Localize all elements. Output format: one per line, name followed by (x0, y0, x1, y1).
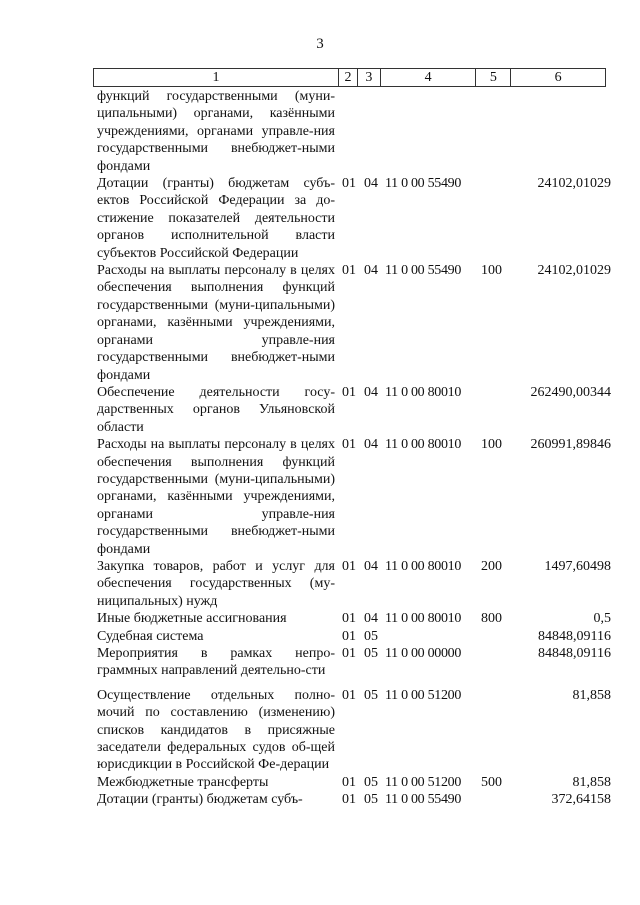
row-section: 01 (342, 611, 356, 627)
row-expense-type: 800 (481, 611, 502, 627)
row-section: 01 (342, 384, 356, 400)
table-row (0, 88, 640, 175)
row-description: Расходы на выплаты персоналу в целях обеспечения выполнения функций государственными (муни-ципальными) органами, казёнными учреждениями, органами управле-ния государственными внебюджет-ными фондами (97, 263, 335, 383)
row-target-article: 11 0 00 51200 (385, 774, 462, 790)
row-amount: 1497,60498 (544, 558, 611, 574)
row-subsection: 04 (364, 558, 378, 574)
row-expense-type (481, 645, 514, 680)
row-description: Расходы на выплаты персоналу в целях обеспечения выполнения функций государственными (муни-ципальными) органами, казёнными учреждениями, органами управле-ния государственными внебюджет-ными фондами (97, 437, 335, 557)
table-row (0, 628, 640, 645)
row-target-article: 11 0 00 80010 (385, 558, 462, 574)
table-row (0, 384, 640, 436)
row-expense-type: 100 (481, 437, 502, 453)
table-row (0, 791, 640, 808)
row-amount: 0,5 (593, 611, 611, 627)
row-description: Обеспечение деятельности госу-дарственных органов Ульяновской области (97, 384, 335, 435)
header-col-6: 6 (554, 70, 562, 85)
table-row (0, 645, 640, 680)
row-expense-type (481, 88, 514, 175)
row-amount: 81,858 (572, 687, 611, 703)
row-subsection: 05 (364, 687, 378, 703)
row-section: 01 (342, 687, 356, 703)
row-amount: 84848,09116 (538, 628, 611, 644)
row-subsection: 04 (364, 263, 378, 279)
header-col-3: 3 (358, 69, 381, 86)
row-target-article: 11 0 00 55490 (385, 263, 462, 279)
row-subsection: 04 (364, 384, 378, 400)
row-target-article: 11 0 00 55490 (385, 792, 462, 808)
row-description: Закупка товаров, работ и услуг для обеспечения государственных (му-ниципальных) нужд (97, 558, 335, 609)
row-target-article: 11 0 00 80010 (385, 611, 462, 627)
row-amount: 260991,89846 (530, 437, 611, 453)
row-amount: 84848,09116 (538, 646, 611, 661)
row-section: 01 (342, 437, 356, 453)
row-subsection: 05 (364, 646, 378, 661)
table-row (0, 774, 640, 791)
row-amount: 24102,01029 (537, 176, 611, 192)
row-subsection: 05 (364, 792, 378, 808)
row-subsection: 04 (364, 611, 378, 627)
row-amount (514, 88, 611, 175)
row-expense-type (481, 791, 514, 808)
row-expense-type: 200 (481, 558, 502, 574)
row-subsection: 05 (364, 628, 378, 644)
row-target-article: 11 0 00 00000 (385, 646, 462, 661)
row-description: функций государственными (муни-ципальными) органами, казёнными учреждениями, органами управле-ния государственными внебюджет-ными фондами (97, 89, 335, 174)
row-expense-type (481, 628, 514, 645)
header-col-1: 1 (94, 69, 339, 86)
row-target-article: 11 0 00 80010 (385, 437, 462, 453)
row-amount: 372,64158 (551, 792, 611, 808)
row-subsection: 04 (364, 176, 378, 192)
row-section (335, 88, 364, 175)
row-subsection: 04 (364, 437, 378, 453)
row-section: 01 (342, 792, 356, 808)
row-subsection: 05 (364, 774, 378, 790)
header-col-4: 4 (381, 69, 477, 86)
table-row (0, 558, 640, 610)
row-amount: 81,858 (572, 774, 611, 790)
header-col-5: 5 (476, 69, 511, 86)
row-expense-type (481, 687, 514, 774)
row-amount: 24102,01029 (537, 263, 611, 279)
row-description: Осуществление отдельных полно-мочий по составлению (изменению) списков кандидатов в присяжные заседатели федеральных судов об-щей юрисдикции в Российской Фе-дерации (97, 687, 335, 773)
row-amount: 262490,00344 (530, 384, 611, 400)
row-description: Межбюджетные трансферты (97, 774, 269, 790)
row-section: 01 (342, 774, 356, 790)
row-description: Судебная система (97, 628, 204, 644)
row-spacer (0, 680, 640, 687)
table-body (0, 88, 640, 809)
table-row (0, 610, 640, 627)
row-subsection (364, 88, 385, 175)
row-target-article: 11 0 00 51200 (385, 687, 462, 703)
row-section: 01 (342, 628, 356, 644)
row-expense-type: 500 (481, 774, 502, 790)
row-expense-type: 100 (481, 263, 502, 279)
row-description: Иные бюджетные ассигнования (97, 611, 287, 627)
table-header (93, 68, 606, 87)
row-target-article (385, 628, 481, 645)
row-section: 01 (342, 176, 356, 192)
page-number: 3 (316, 36, 324, 52)
row-section: 01 (342, 558, 356, 574)
row-section: 01 (342, 646, 356, 661)
row-target-article: 11 0 00 80010 (385, 384, 462, 400)
row-expense-type (481, 175, 514, 262)
table-row (0, 687, 640, 774)
row-description: Мероприятия в рамках непро-граммных направлений деятельно-сти (97, 646, 335, 679)
row-description: Дотации (гранты) бюджетам субъ- (97, 792, 303, 808)
row-description: Дотации (гранты) бюджетам субъ-ектов Российской Федерации за до-стижение показателей деятельности органов исполнительной власти субъектов Российской Федерации (97, 176, 335, 261)
row-target-article: 11 0 00 55490 (385, 176, 462, 192)
header-col-2: 2 (339, 69, 358, 86)
row-target-article (385, 88, 481, 175)
table-row (0, 262, 640, 384)
row-expense-type (481, 384, 514, 436)
table-row (0, 175, 640, 262)
table-row (0, 436, 640, 558)
row-section: 01 (342, 263, 356, 279)
